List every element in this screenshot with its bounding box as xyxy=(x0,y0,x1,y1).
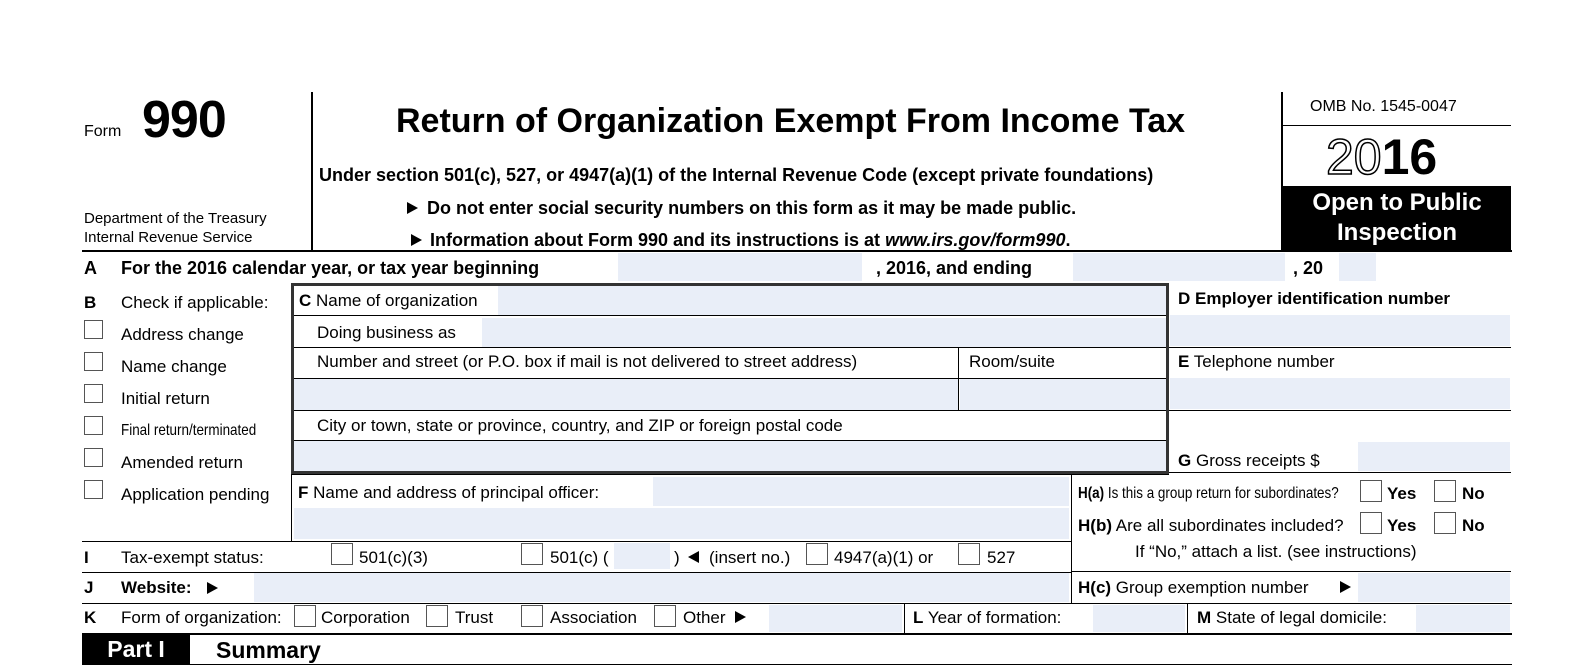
line-a-end: , 20 xyxy=(1293,258,1324,278)
telephone-label: E Telephone number xyxy=(1178,352,1335,371)
tax-year-end-year-input[interactable] xyxy=(1339,253,1376,281)
status-501c-close: ) xyxy=(674,548,680,567)
gross-receipts-input[interactable] xyxy=(1358,442,1510,471)
form-title: Return of Organization Exempt From Income Tax xyxy=(396,102,1186,140)
status-4947-checkbox[interactable] xyxy=(806,543,828,565)
line-a-text: For the 2016 calendar year, or tax year beginning xyxy=(121,258,540,278)
org-trust-label: Trust xyxy=(455,608,494,627)
ein-label: D Employer identification number xyxy=(1178,289,1451,308)
amended-return-checkbox[interactable] xyxy=(84,448,103,467)
principal-officer-input-1[interactable] xyxy=(653,477,1069,506)
state-domicile-input[interactable] xyxy=(1416,605,1510,632)
principal-officer-label: F Name and address of principal officer: xyxy=(298,483,600,502)
address-change-label: Address change xyxy=(121,325,244,344)
hb-note: If “No,” attach a list. (see instructions) xyxy=(1135,542,1417,561)
hb-no-label: No xyxy=(1462,516,1485,535)
line-j-letter: J xyxy=(84,578,94,597)
year-formation-label: L Year of formation: xyxy=(913,608,1062,627)
hb-yes-checkbox[interactable] xyxy=(1360,512,1382,534)
application-pending-label: Application pending xyxy=(121,485,270,504)
org-other-input[interactable] xyxy=(769,605,902,632)
form-of-org-label: Form of organization: xyxy=(121,608,282,627)
website-input[interactable] xyxy=(254,573,1069,602)
arrow-left-icon xyxy=(688,551,699,563)
form-label: Form xyxy=(84,123,122,140)
status-4947-label: 4947(a)(1) or xyxy=(834,548,934,567)
status-527-label: 527 xyxy=(987,548,1016,567)
hc-label: H(c) Group exemption number xyxy=(1078,578,1309,597)
status-501c-checkbox[interactable] xyxy=(521,543,543,565)
part1-badge-text: Part I xyxy=(107,636,165,662)
status-501c3-checkbox[interactable] xyxy=(331,543,353,565)
status-501c3-label: 501(c)(3) xyxy=(359,548,428,567)
ein-input[interactable] xyxy=(1170,315,1510,346)
org-trust-checkbox[interactable] xyxy=(426,605,448,627)
form-number: 990 xyxy=(142,91,226,149)
status-501c-insert: (insert no.) xyxy=(709,548,791,567)
form-subtitle: Under section 501(c), 527, or 4947(a)(1) of the Internal Revenue Code (except private foundations) xyxy=(319,165,1154,185)
public-inspection-line2: Inspection xyxy=(1336,219,1457,246)
gross-receipts-label: G Gross receipts $ xyxy=(1178,451,1320,470)
org-corporation-checkbox[interactable] xyxy=(294,605,316,627)
application-pending-checkbox[interactable] xyxy=(84,480,103,499)
address-change-checkbox[interactable] xyxy=(84,320,103,339)
arrow-right-icon xyxy=(411,234,422,246)
irs-url[interactable]: www.irs.gov/form990 xyxy=(885,230,1066,250)
hb-question: H(b) Are all subordinates included? xyxy=(1078,516,1344,535)
status-501c-label: 501(c) ( xyxy=(550,548,609,567)
org-association-checkbox[interactable] xyxy=(521,605,543,627)
room-suite-label: Room/suite xyxy=(969,352,1055,371)
tax-year-begin-input[interactable] xyxy=(618,253,862,281)
org-corporation-label: Corporation xyxy=(321,608,410,627)
final-return-label: Final return/terminated xyxy=(121,422,257,439)
public-inspection-line1: Open to Public xyxy=(1312,189,1482,216)
dept-treasury: Department of the Treasury xyxy=(84,210,267,227)
website-label: Website: xyxy=(121,578,192,597)
ha-no-label: No xyxy=(1462,484,1485,503)
notice-info: Information about Form 990 and its instructions is at www.irs.gov/form990. xyxy=(430,230,1071,250)
ha-question: H(a) Is this a group return for subordinates? xyxy=(1078,485,1339,502)
name-change-checkbox[interactable] xyxy=(84,352,103,371)
state-domicile-label: M State of legal domicile: xyxy=(1197,608,1387,627)
line-k-letter: K xyxy=(84,608,97,627)
line-a-mid: , 2016, and ending xyxy=(876,258,1033,278)
line-a-letter: A xyxy=(84,258,97,278)
section-b-title: Check if applicable: xyxy=(121,293,269,312)
org-association-label: Association xyxy=(550,608,637,627)
omb-number: OMB No. 1545-0047 xyxy=(1310,98,1457,115)
ha-yes-label: Yes xyxy=(1387,484,1417,503)
final-return-checkbox[interactable] xyxy=(84,416,103,435)
initial-return-label: Initial return xyxy=(121,389,210,408)
notice-ssn: Do not enter social security numbers on this form as it may be made public. xyxy=(427,198,1077,218)
tax-exempt-label: Tax-exempt status: xyxy=(121,548,264,567)
line-i-letter: I xyxy=(84,548,89,567)
dept-irs: Internal Revenue Service xyxy=(84,229,253,246)
group-exemption-input[interactable] xyxy=(1358,573,1510,602)
status-527-checkbox[interactable] xyxy=(958,543,980,565)
telephone-input[interactable] xyxy=(1170,378,1510,409)
tax-year: 2016 xyxy=(1326,129,1438,185)
ha-yes-checkbox[interactable] xyxy=(1360,480,1382,502)
status-501c-number-input[interactable] xyxy=(614,543,670,569)
name-change-label: Name change xyxy=(121,357,227,376)
street-label: Number and street (or P.O. box if mail is not delivered to street address) xyxy=(317,352,858,371)
arrow-right-icon xyxy=(407,202,418,214)
hb-no-checkbox[interactable] xyxy=(1434,512,1456,534)
dba-label: Doing business as xyxy=(317,323,456,342)
arrow-right-icon xyxy=(735,611,746,623)
part1-title: Summary xyxy=(216,637,321,663)
part1-badge xyxy=(82,635,190,664)
principal-officer-input-2[interactable] xyxy=(294,508,1069,539)
city-label: City or town, state or province, country, and ZIP or foreign postal code xyxy=(317,416,843,435)
initial-return-checkbox[interactable] xyxy=(84,384,103,403)
arrow-right-icon xyxy=(207,582,218,594)
org-name-label: C Name of organization xyxy=(299,291,478,310)
org-other-checkbox[interactable] xyxy=(654,605,676,627)
amended-return-label: Amended return xyxy=(121,453,243,472)
tax-year-end-input[interactable] xyxy=(1073,253,1285,281)
public-inspection-box xyxy=(1283,186,1511,250)
ha-no-checkbox[interactable] xyxy=(1434,480,1456,502)
year-formation-input[interactable] xyxy=(1093,605,1185,632)
arrow-right-icon xyxy=(1340,581,1351,593)
hb-yes-label: Yes xyxy=(1387,516,1417,535)
section-b-letter: B xyxy=(84,293,97,312)
org-other-label: Other xyxy=(683,608,726,627)
